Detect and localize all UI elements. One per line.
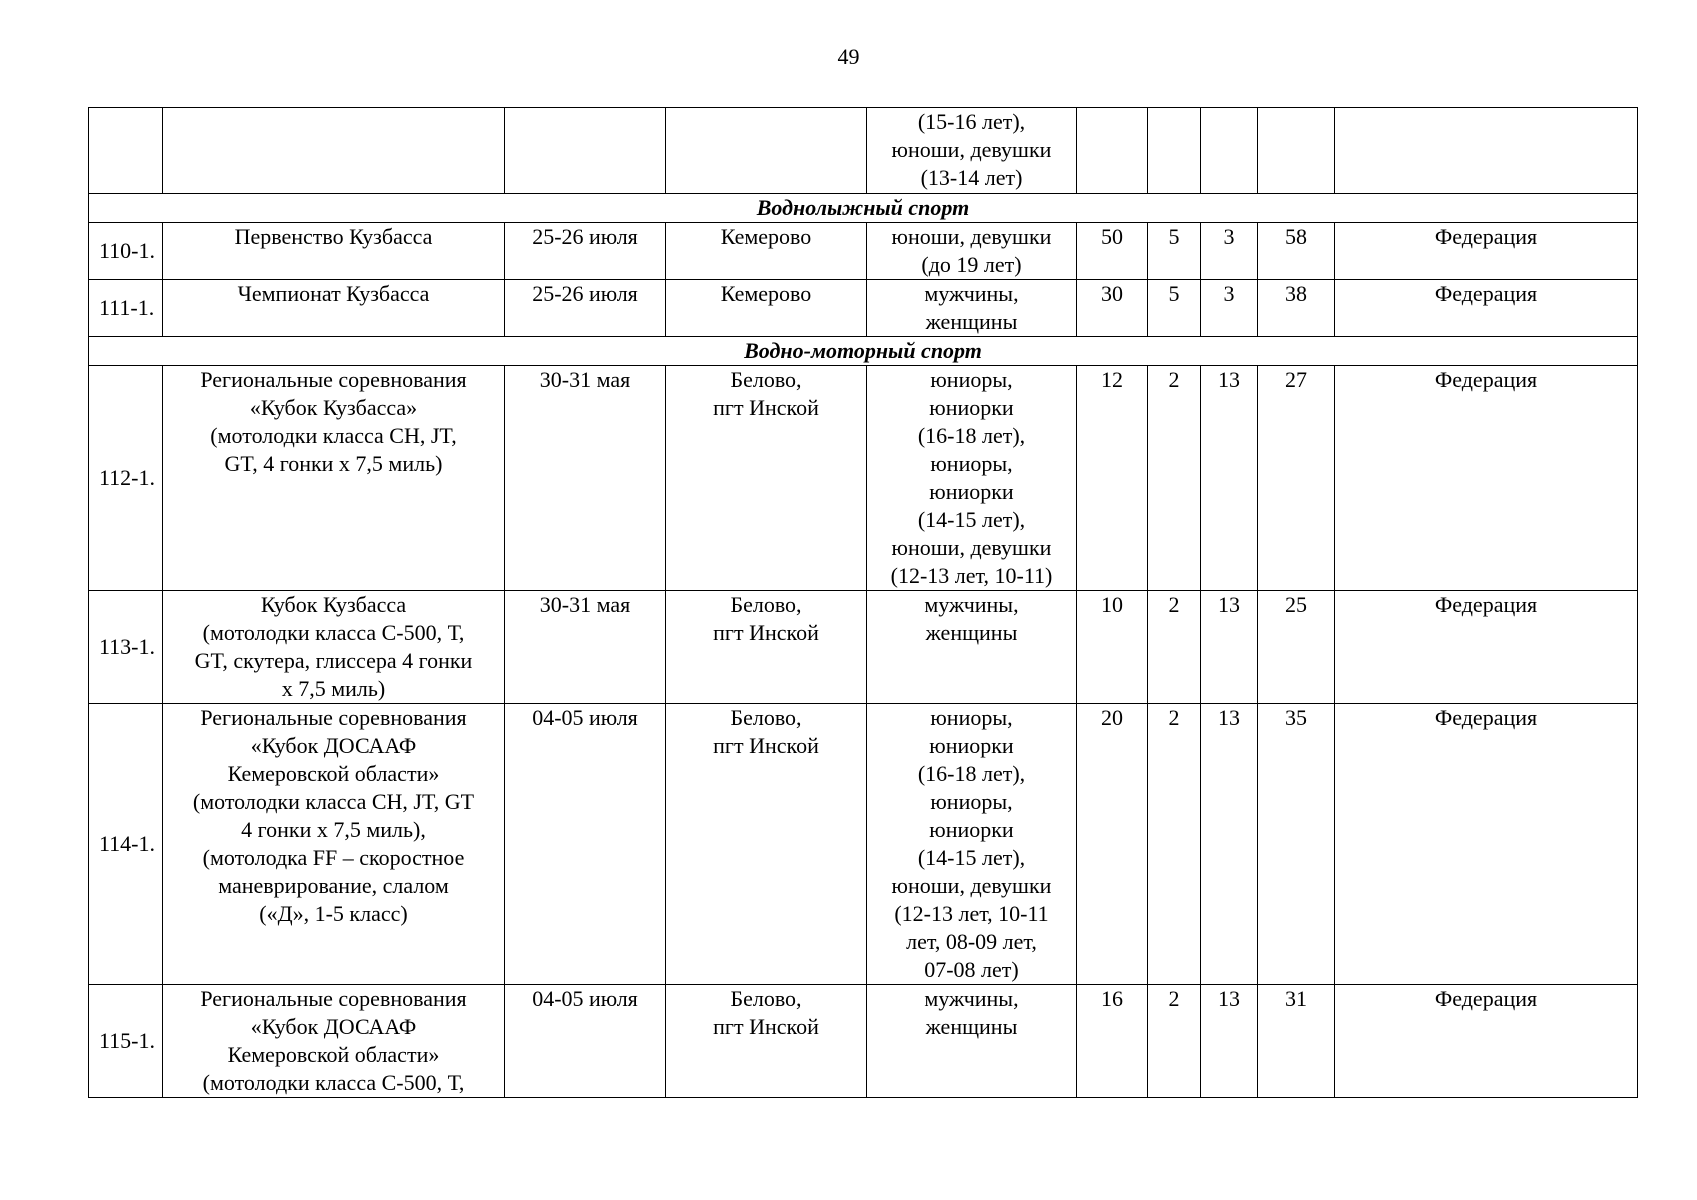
num-cell: 115-1. bbox=[89, 985, 163, 1098]
num-cell: 113-1. bbox=[89, 591, 163, 704]
count-cell: 13 bbox=[1201, 985, 1258, 1098]
category-line: (14-15 лет), bbox=[917, 845, 1026, 870]
organizer-cell: Федерация bbox=[1335, 223, 1638, 280]
category-line: лет, 08-09 лет, bbox=[906, 929, 1037, 954]
category-line: (16-18 лет), bbox=[917, 761, 1026, 786]
section-title: Водно-моторный спорт bbox=[89, 337, 1638, 366]
events-table bbox=[88, 107, 1638, 1098]
organizer-cell bbox=[1335, 108, 1638, 194]
event-row bbox=[89, 985, 1638, 1098]
count-cell: 35 bbox=[1258, 704, 1335, 985]
page-number: 49 bbox=[837, 44, 860, 69]
count-cell: 10 bbox=[1077, 591, 1148, 704]
place-cell bbox=[666, 223, 867, 280]
place-cell bbox=[666, 591, 867, 704]
place-cell bbox=[666, 108, 867, 194]
place-line: Белово, bbox=[730, 986, 802, 1011]
category-line: юниоры, bbox=[930, 367, 1013, 392]
dates-cell bbox=[505, 108, 666, 194]
category-cell bbox=[867, 591, 1077, 704]
count-cell: 3 bbox=[1201, 223, 1258, 280]
count-cell: 58 bbox=[1258, 223, 1335, 280]
dates-cell: 04-05 июля bbox=[505, 985, 666, 1098]
event-cell bbox=[163, 704, 505, 985]
num-cell: 110-1. bbox=[89, 223, 163, 280]
event-line: (мотолодки класса CH, JT, bbox=[210, 423, 457, 448]
count-cell: 38 bbox=[1258, 280, 1335, 337]
count-cell: 2 bbox=[1148, 704, 1201, 985]
count-cell: 13 bbox=[1201, 704, 1258, 985]
event-line: GT, скутера, глиссера 4 гонки bbox=[194, 648, 473, 673]
place-cell bbox=[666, 366, 867, 591]
category-line: (16-18 лет), bbox=[917, 423, 1026, 448]
event-cell bbox=[163, 108, 505, 194]
num-cell bbox=[89, 108, 163, 194]
count-cell bbox=[1077, 108, 1148, 194]
dates-cell: 30-31 мая bbox=[505, 366, 666, 591]
event-line: (мотолодка FF – скоростное bbox=[202, 845, 465, 870]
count-cell: 2 bbox=[1148, 366, 1201, 591]
count-cell: 13 bbox=[1201, 366, 1258, 591]
count-cell bbox=[1258, 108, 1335, 194]
dates-cell: 04-05 июля bbox=[505, 704, 666, 985]
category-line: юниорки bbox=[929, 479, 1014, 504]
category-line: юниорки bbox=[929, 733, 1014, 758]
count-cell: 2 bbox=[1148, 985, 1201, 1098]
category-cell bbox=[867, 704, 1077, 985]
organizer-cell: Федерация bbox=[1335, 591, 1638, 704]
event-line: 4 гонки х 7,5 миль), bbox=[241, 817, 426, 842]
section-title: Воднолыжный спорт bbox=[89, 194, 1638, 223]
category-line: юниоры, bbox=[930, 789, 1013, 814]
event-line: (мотолодки класса С-500, Т, bbox=[202, 620, 465, 645]
event-cell bbox=[163, 985, 505, 1098]
place-line: пгт Инской bbox=[713, 733, 819, 758]
count-cell: 30 bbox=[1077, 280, 1148, 337]
category-line: женщины bbox=[925, 309, 1018, 334]
event-line: (мотолодки класса С-500, Т, bbox=[202, 1070, 465, 1095]
section-header-row bbox=[89, 194, 1638, 223]
event-line: GT, 4 гонки х 7,5 миль) bbox=[224, 451, 443, 476]
organizer-cell: Федерация bbox=[1335, 985, 1638, 1098]
event-cell bbox=[163, 366, 505, 591]
place-line: Белово, bbox=[730, 705, 802, 730]
category-line: женщины bbox=[925, 1014, 1018, 1039]
count-cell: 5 bbox=[1148, 280, 1201, 337]
place-cell bbox=[666, 704, 867, 985]
organizer-cell: Федерация bbox=[1335, 704, 1638, 985]
category-cell bbox=[867, 985, 1077, 1098]
category-line: (15-16 лет), bbox=[917, 109, 1026, 134]
event-row bbox=[89, 704, 1638, 985]
category-line: юниорки bbox=[929, 817, 1014, 842]
category-line: (12-13 лет, 10-11 bbox=[894, 901, 1049, 926]
event-line: Региональные соревнования bbox=[200, 367, 467, 392]
event-line: (мотолодки класса CH, JT, GT bbox=[192, 789, 475, 814]
category-line: 07-08 лет) bbox=[924, 957, 1019, 982]
event-line: («Д», 1-5 класс) bbox=[259, 901, 408, 926]
dates-cell: 25-26 июля bbox=[505, 223, 666, 280]
place-cell bbox=[666, 280, 867, 337]
count-cell: 50 bbox=[1077, 223, 1148, 280]
category-cell bbox=[867, 366, 1077, 591]
category-line: мужчины, bbox=[924, 592, 1019, 617]
event-line: маневрирование, слалом bbox=[218, 873, 449, 898]
category-line: мужчины, bbox=[924, 281, 1019, 306]
category-cell bbox=[867, 223, 1077, 280]
count-cell: 31 bbox=[1258, 985, 1335, 1098]
event-row bbox=[89, 366, 1638, 591]
count-cell: 25 bbox=[1258, 591, 1335, 704]
event-row bbox=[89, 223, 1638, 280]
organizer-cell: Федерация bbox=[1335, 280, 1638, 337]
event-line: «Кубок ДОСААФ bbox=[250, 733, 417, 758]
event-line: Кемеровской области» bbox=[227, 1042, 440, 1067]
event-line: «Кубок ДОСААФ bbox=[250, 1014, 417, 1039]
event-row bbox=[89, 591, 1638, 704]
event-line: Региональные соревнования bbox=[200, 705, 467, 730]
section-header-row bbox=[89, 337, 1638, 366]
category-line: юноши, девушки bbox=[891, 873, 1052, 898]
place-line: Белово, bbox=[730, 592, 802, 617]
place-line: пгт Инской bbox=[713, 1014, 819, 1039]
event-cell bbox=[163, 280, 505, 337]
count-cell bbox=[1148, 108, 1201, 194]
count-cell: 12 bbox=[1077, 366, 1148, 591]
event-cell bbox=[163, 223, 505, 280]
category-line: мужчины, bbox=[924, 986, 1019, 1011]
count-cell: 5 bbox=[1148, 223, 1201, 280]
num-cell: 112-1. bbox=[89, 366, 163, 591]
category-line: юниорки bbox=[929, 395, 1014, 420]
event-line: Первенство Кузбасса bbox=[234, 224, 433, 249]
category-line: (до 19 лет) bbox=[921, 252, 1022, 277]
category-line: женщины bbox=[925, 620, 1018, 645]
organizer-cell: Федерация bbox=[1335, 366, 1638, 591]
carryover-row bbox=[89, 108, 1638, 194]
event-row bbox=[89, 280, 1638, 337]
count-cell: 2 bbox=[1148, 591, 1201, 704]
event-line: Чемпионат Кузбасса bbox=[237, 281, 430, 306]
place-line: Кемерово bbox=[720, 281, 812, 306]
place-cell bbox=[666, 985, 867, 1098]
count-cell: 27 bbox=[1258, 366, 1335, 591]
category-cell bbox=[867, 280, 1077, 337]
place-line: Белово, bbox=[730, 367, 802, 392]
count-cell: 13 bbox=[1201, 591, 1258, 704]
count-cell bbox=[1201, 108, 1258, 194]
category-line: (13-14 лет) bbox=[920, 165, 1023, 190]
place-line: пгт Инской bbox=[713, 395, 819, 420]
event-line: Кемеровской области» bbox=[227, 761, 440, 786]
place-line: пгт Инской bbox=[713, 620, 819, 645]
place-line: Кемерово bbox=[720, 224, 812, 249]
category-line: юниоры, bbox=[930, 705, 1013, 730]
category-line: юниоры, bbox=[930, 451, 1013, 476]
dates-cell: 25-26 июля bbox=[505, 280, 666, 337]
event-line: «Кубок Кузбасса» bbox=[249, 395, 418, 420]
event-line: Региональные соревнования bbox=[200, 986, 467, 1011]
event-line: Кубок Кузбасса bbox=[260, 592, 407, 617]
category-cell bbox=[867, 108, 1077, 194]
count-cell: 3 bbox=[1201, 280, 1258, 337]
category-line: юноши, девушки bbox=[891, 224, 1052, 249]
category-line: юноши, девушки bbox=[891, 535, 1052, 560]
category-line: (14-15 лет), bbox=[917, 507, 1026, 532]
num-cell: 111-1. bbox=[89, 280, 163, 337]
category-line: (12-13 лет, 10-11) bbox=[890, 563, 1053, 588]
event-cell bbox=[163, 591, 505, 704]
num-cell: 114-1. bbox=[89, 704, 163, 985]
dates-cell: 30-31 мая bbox=[505, 591, 666, 704]
count-cell: 20 bbox=[1077, 704, 1148, 985]
count-cell: 16 bbox=[1077, 985, 1148, 1098]
event-line: х 7,5 миль) bbox=[281, 676, 386, 701]
category-line: юноши, девушки bbox=[891, 137, 1052, 162]
